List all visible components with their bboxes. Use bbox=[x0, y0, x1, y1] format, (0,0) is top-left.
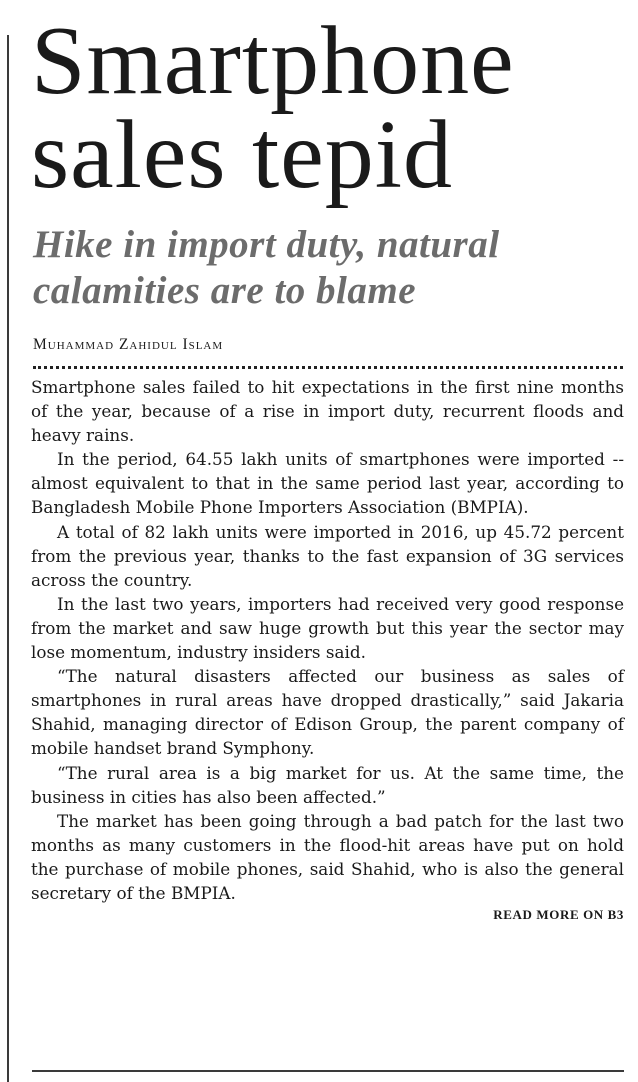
byline: Muhammad Zahidul Islam bbox=[33, 336, 224, 353]
subheadline bbox=[33, 222, 624, 314]
paragraph-3: A total of 82 lakh units were imported in 2016, up 45.72 percent from the previous year, thanks to the fast expansion of 3G services across the country. bbox=[31, 521, 624, 590]
headline-line-1: Smartphone bbox=[31, 7, 515, 115]
paragraph-2: In the period, 64.55 lakh units of smartphones were imported -- almost equivalent to that in the same period last year, according to Bangladesh Mobile Phone Importers Association (BMPIA). bbox=[31, 449, 624, 518]
dotted-divider bbox=[33, 366, 623, 369]
paragraph-5: “The natural disasters affected our business as sales of smartphones in rural areas have dropped drastically,” said Jakaria Shahid, managing director of Edison Group, the parent company of mobile handset brand Symphony. bbox=[31, 666, 624, 759]
subhead-line-2: calamities are to blame bbox=[33, 269, 417, 312]
headline-line-2: sales tepid bbox=[31, 101, 453, 209]
headline bbox=[31, 7, 624, 209]
paragraph-6: “The rural area is a big market for us. At the same time, the business in cities has also been affected.” bbox=[31, 762, 624, 807]
paragraph-1: Smartphone sales failed to hit expectations in the first nine months of the year, because of a rise in import duty, recurrent floods and heavy rains. bbox=[31, 377, 624, 446]
news-article bbox=[31, 7, 624, 923]
paragraph-7: The market has been going through a bad patch for the last two months as many customers in the flood-hit areas have put on hold the purchase of mobile phones, said Shahid, who is also the general secretary of the BMPIA. bbox=[31, 810, 624, 903]
subhead-line-1: Hike in import duty, natural bbox=[33, 223, 500, 266]
paragraph-4: In the last two years, importers had received very good response from the market and saw huge growth but this year the sector may lose momentum, industry insiders said. bbox=[31, 593, 624, 663]
article-body bbox=[31, 375, 624, 905]
read-more-jump: READ MORE ON B3 bbox=[493, 907, 624, 923]
bottom-divider bbox=[32, 1070, 624, 1072]
column-rule-left bbox=[7, 35, 9, 1082]
